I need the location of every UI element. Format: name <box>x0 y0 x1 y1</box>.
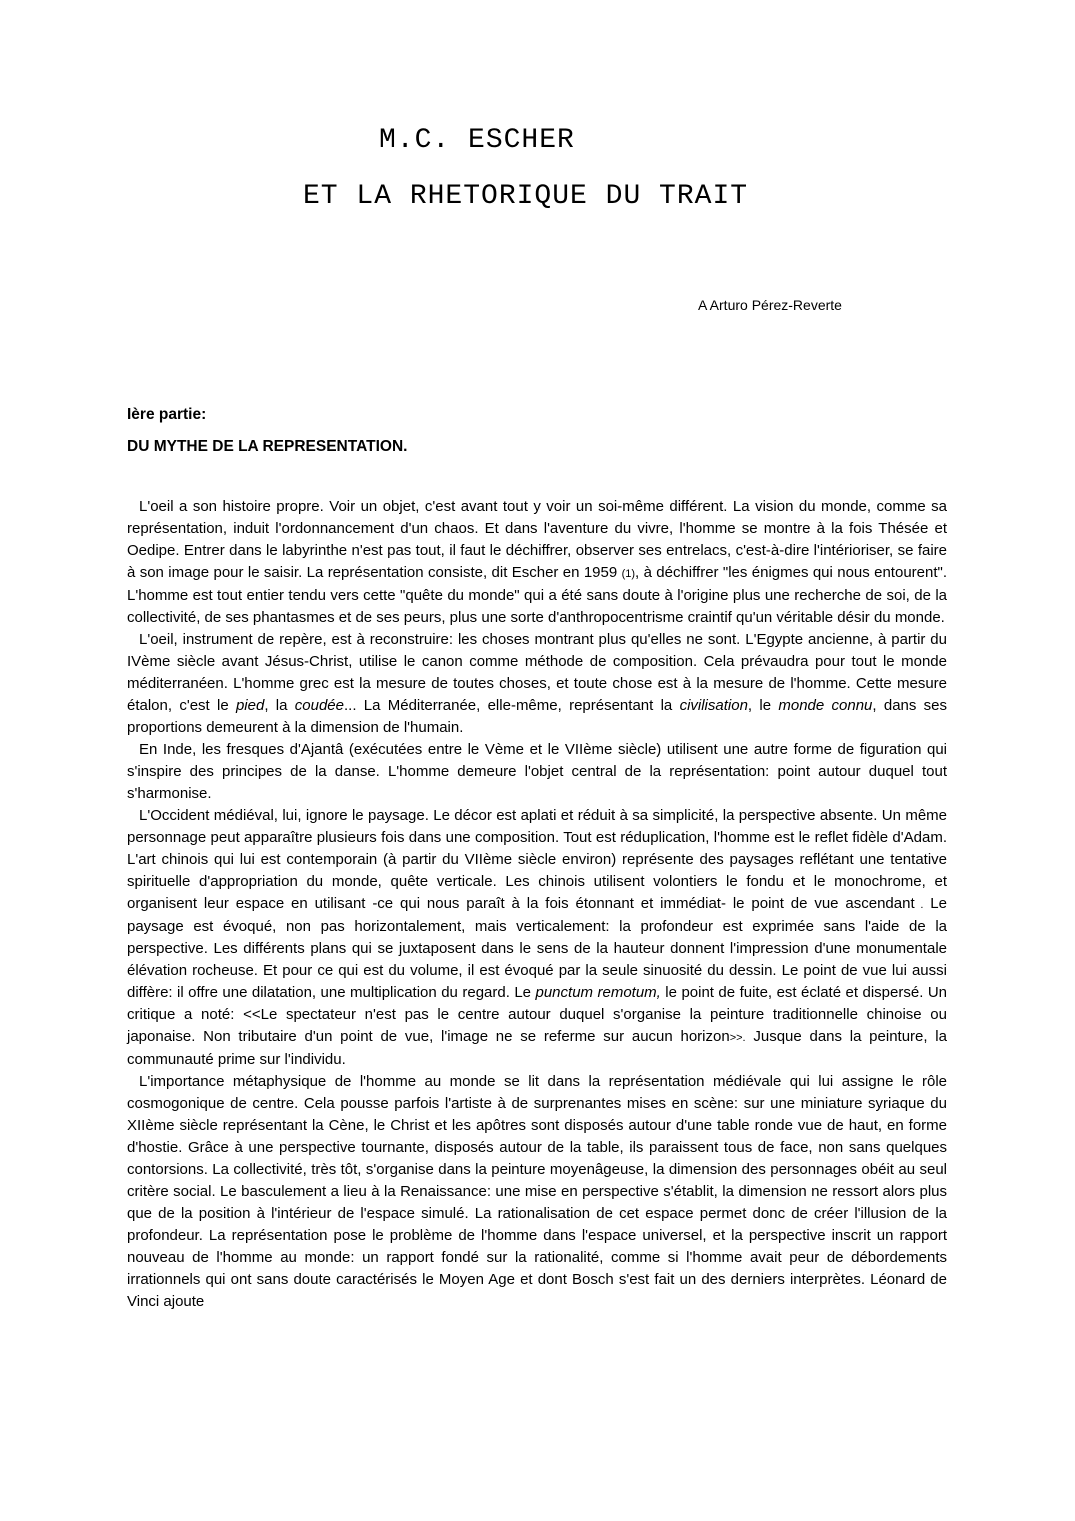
text-run: , dans ses proportions demeurent à la dimension de l'humain. <box>127 697 948 736</box>
paragraph <box>127 496 947 629</box>
text-run: , à déchiffrer "les énigmes qui nous entourent". L'homme est tout entier tendu vers cette "quête du monde" qui a été sans doute à l'origine plus une recherche de soi, de la collectivité, de ses phantasmes et de ses peurs, plus une sorte d'anthropocentrisme craintif qu'un véritable désir du monde. <box>127 564 947 626</box>
text-run: >>. <box>729 1032 746 1044</box>
text-run: (1) <box>621 568 636 580</box>
text-run: le point de fuite, est éclaté et dispersé. Un critique a noté: <<Le spectateur n'est pas le centre autour duquel s'organise la peinture traditionnelle chinoise ou japonaise. Non tributaire d'un point de vue, l'image ne se referme sur aucun horizon <box>127 984 948 1045</box>
dedication: A Arturo Pérez-Reverte <box>698 297 842 313</box>
text-run: L'importance métaphysique de l'homme au monde se lit dans la représentation médiévale qui lui assigne le rôle cosmogonique de centre. Cela pousse parfois l'artiste à de surprenantes mises en scène: sur une miniature syriaque du XIIème siècle représentant la Cène, le Christ et les apôtres sont disposés autour d'une table ronde vue de haut, en forme d'hostie. Grâce à une perspective tournante, disposés autour de la table, ils paraissent tous de face, non sans quelques contorsions. La collectivité, très tôt, s'organise dans la peinture moyenâgeuse, la dimension des personnages obéit au seul critère social. Le basculement a lieu à la Renaissance: une mise en perspective s'établit, la dimension ne ressort alors plus que de la position à l'intérieur de l'espace simulé. La rationalisation de cet espace permet donc de créer l'illusion de la profondeur. La représentation pose le problème de l'homme dans l'espace universel, et la perspective inscrit un rapport nouveau de l'homme au monde: un rapport fondé sur la rationalité, comme si l'homme avait peur de débordements irrationnels qui ont sans doute caractérisés le Moyen Age et dont Bosch s'est fait un des derniers interprètes. Léonard de Vinci ajoute <box>127 1073 947 1310</box>
text-run: monde connu <box>778 697 873 714</box>
text-run: civilisation <box>679 697 748 714</box>
paragraph <box>127 1071 947 1313</box>
text-run: pied <box>235 697 265 714</box>
section-part-label: Ière partie: <box>127 406 207 423</box>
document-title-line1: M.C. ESCHER <box>379 125 575 156</box>
text-run: Le paysage est évoqué, non pas horizontalement, mais verticalement: la profondeur est exprimée sans l'aide de la perspective. Les différents plans qui se juxtaposent dans le sens de la hauteur donnent l'impression d'une monumentale élévation rocheuse. Et pour ce qui est du volume, il est évoqué par la seule sinuosité du dessin. Le point de vue lui aussi diffère: il offre une dilatation, une multiplication du regard. Le <box>127 895 947 1001</box>
text-run: ... La Méditerranée, elle-même, représentant la <box>343 697 680 714</box>
paragraph <box>127 629 947 739</box>
text-run: Jusque dans la peinture, la communauté prime sur l'individu. <box>127 1028 947 1068</box>
text-run: , le <box>747 697 779 714</box>
text-run: coudée <box>294 697 344 714</box>
title-block <box>127 124 947 213</box>
text-run: . <box>914 899 924 911</box>
document-title-line2: ET LA RHETORIQUE DU TRAIT <box>303 181 749 212</box>
paragraph <box>127 805 947 1071</box>
text-run: , la <box>264 697 295 714</box>
text-run: L'oeil a son histoire propre. Voir un objet, c'est avant tout y voir un soi-même différent. La vision du monde, comme sa représentation, induit l'ordonnancement d'un chaos. Et dans l'aventure du vivre, l'homme se montre à la fois Thésée et Oedipe. Entrer dans le labyrinthe n'est pas tout, il faut le déchiffrer, observer ses entrelacs, c'est-à-dire l'intérioriser, se faire à son image pour le saisir. La représentation consiste, dit Escher en 1959 <box>127 498 947 581</box>
text-run: L'Occident médiéval, lui, ignore le paysage. Le décor est aplati et réduit à sa simplicité, la perspective absente. Un même personnage peut apparaître plusieurs fois dans une composition. Tout est réduplication, l'homme est le reflet fidèle d'Adam. L'art chinois qui lui est contemporain (à partir du VIIème siècle environ) représente des paysages reflétant une tentative spirituelle d'appropriation du monde, quête verticale. Les chinois utilisent volontiers le fondu et le monochrome, et organisent leur espace en utilisant -ce qui nous paraît à la fois étonnant et immédiat- le point de vue ascendant <box>127 807 947 912</box>
text-run: En Inde, les fresques d'Ajantâ (exécutées entre le Vème et le VIIème siècle) utilisent une autre forme de figuration qui s'inspire des principes de la danse. L'homme demeure l'objet central de la représentation: point autour duquel tout s'harmonise. <box>127 741 947 802</box>
document-body <box>127 496 947 1313</box>
paragraph <box>127 739 947 805</box>
text-run: L'oeil, instrument de repère, est à reconstruire: les choses montrant plus qu'elles ne sont. L'Egypte ancienne, à partir du IVème siècle avant Jésus-Christ, utilise le canon comme méthode de composition. Cela prévaudra pour tout le monde méditerranéen. L'homme grec est la mesure de toutes choses, et toute chose est à la mesure de l'homme. Cette mesure étalon, c'est le <box>127 631 947 714</box>
section-heading: DU MYTHE DE LA REPRESENTATION. <box>127 438 408 455</box>
text-run: punctum remotum, <box>535 984 661 1001</box>
